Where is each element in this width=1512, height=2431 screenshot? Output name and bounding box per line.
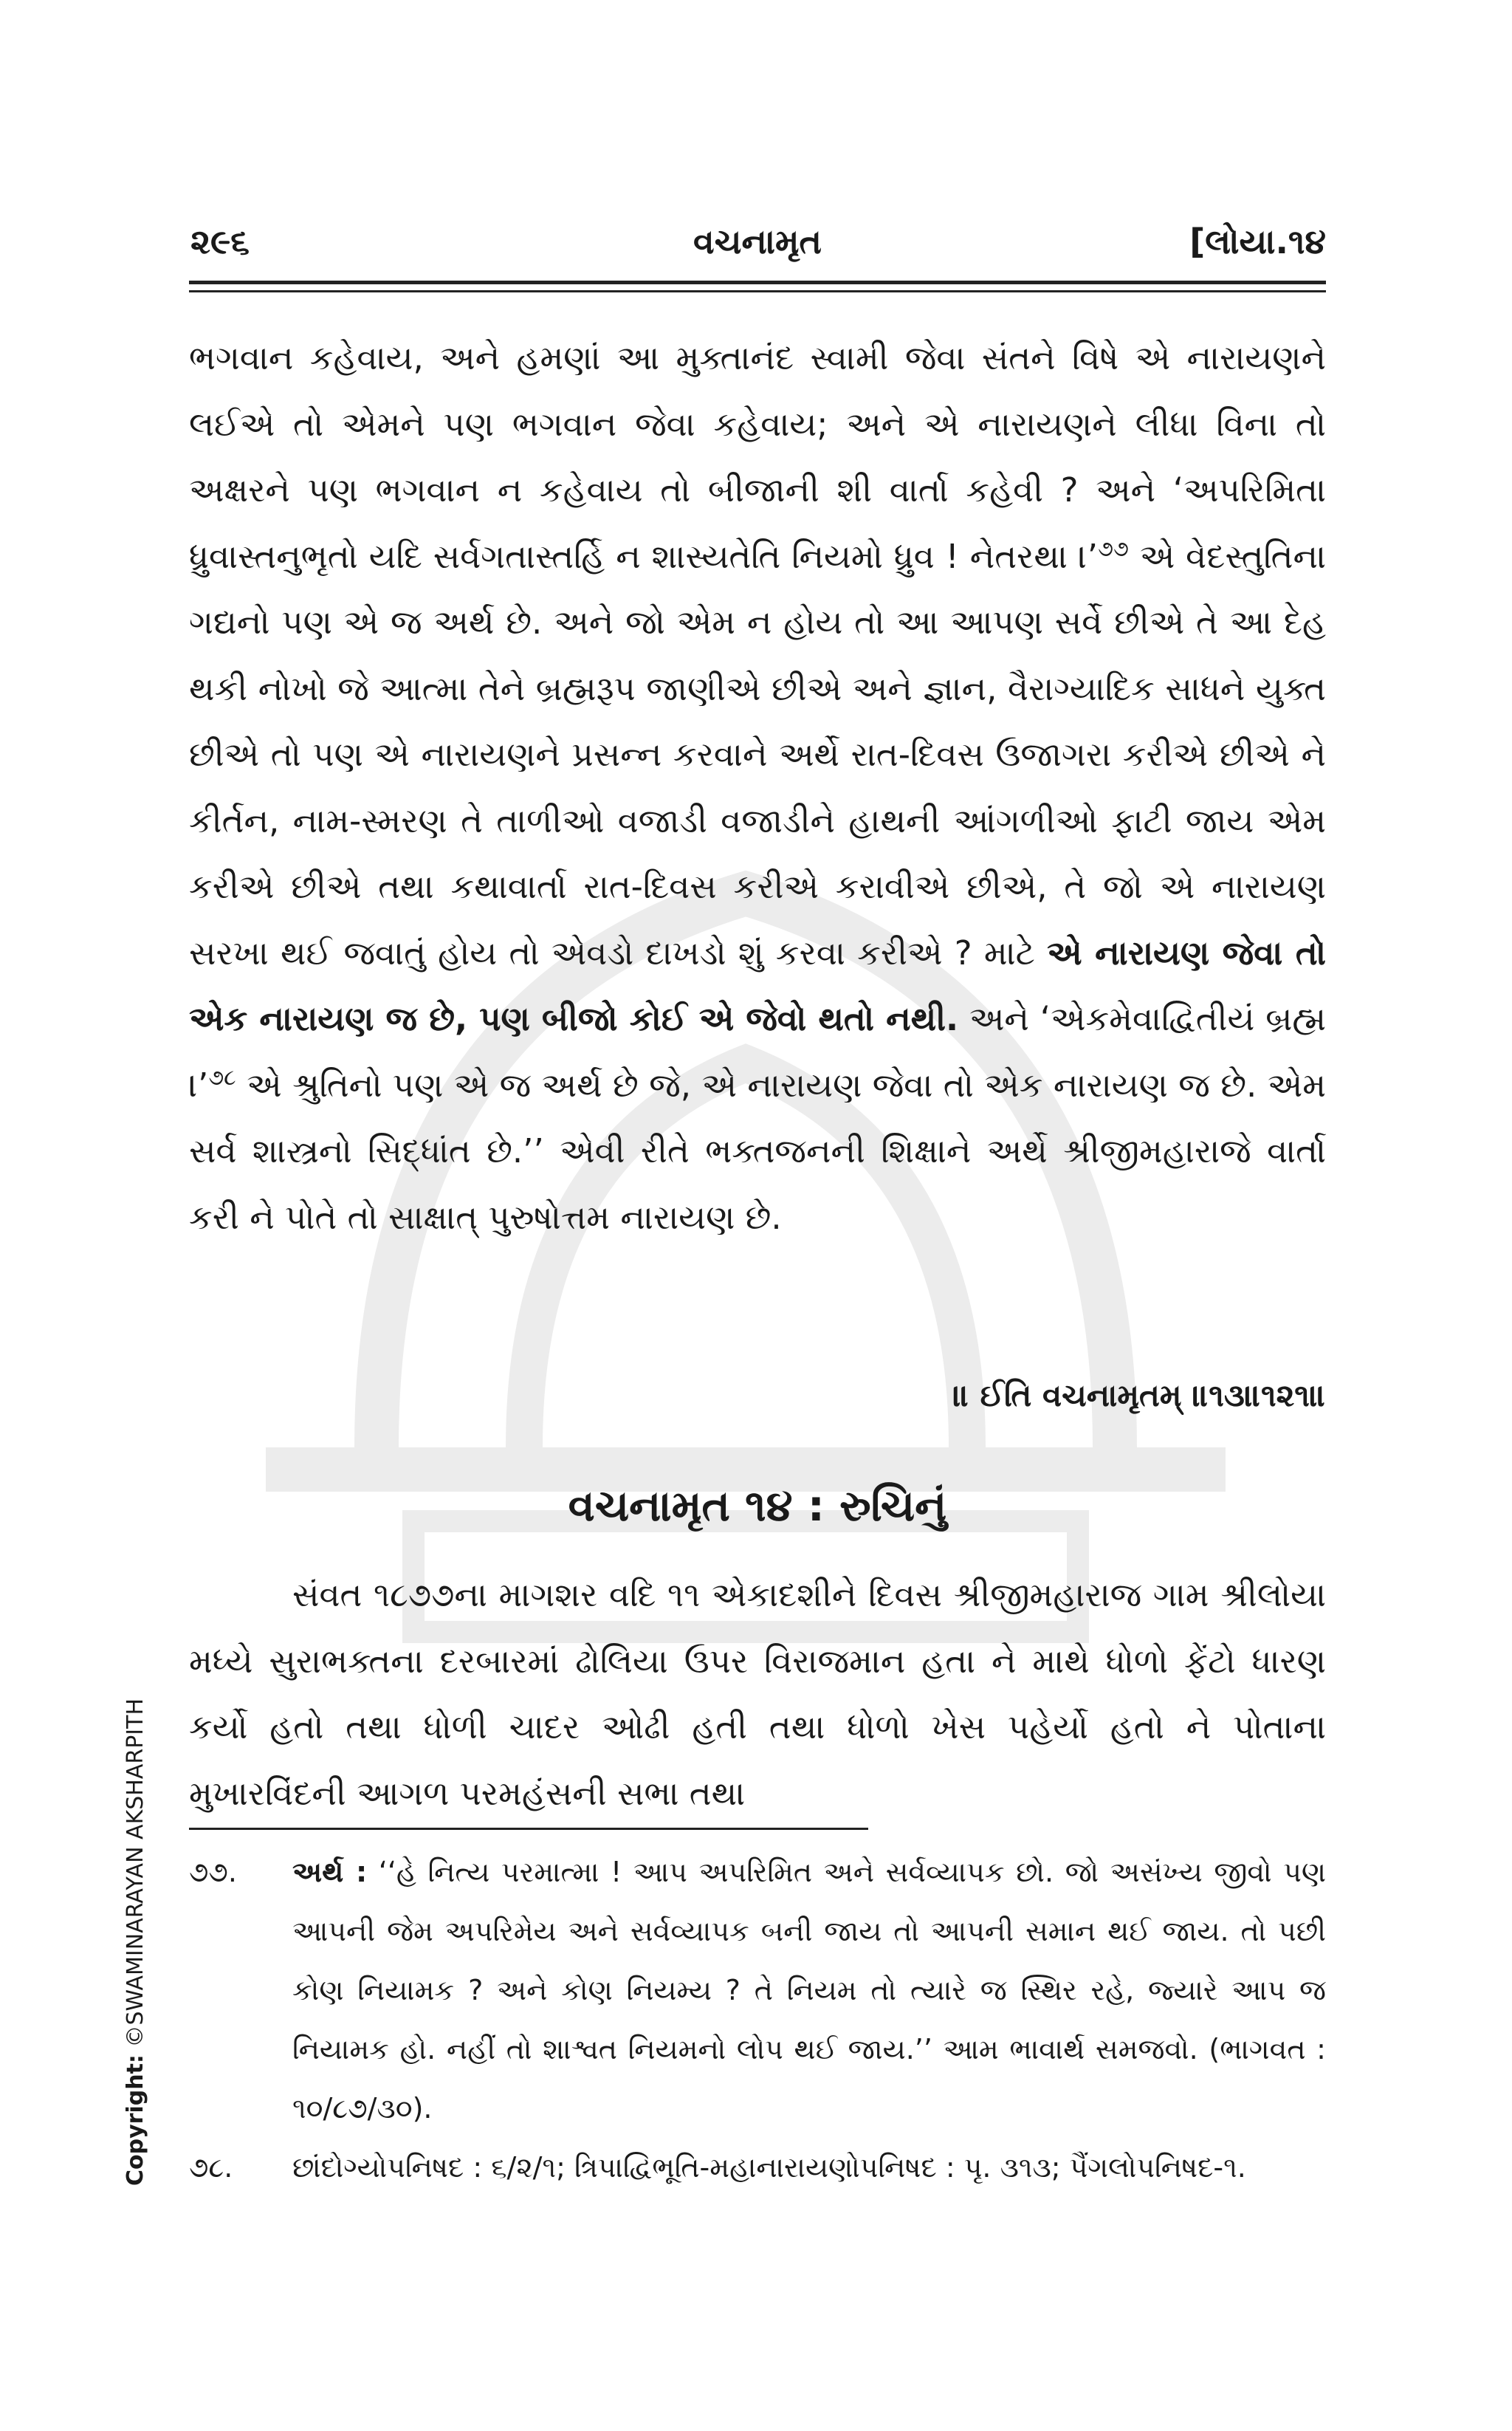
footnote-text (292, 2138, 1326, 2197)
footnote-number: ૭૭. (189, 1856, 237, 1888)
bold-statement: એ નારાયણ જેવા તો એક નારાયણ જ છે, પણ બીજો કોઈ એ જેવો થતો નથી. (189, 933, 1326, 1038)
header-rule-thin (189, 290, 1326, 292)
colophon: ॥ ઈતિ વચનામૃતમ્ ॥૧૩॥૧૨૧॥ (952, 1377, 1326, 1413)
footnote-body: છાંદોગ્યોપનિષદ : ૬/૨/૧; ત્રિપાદ્વિભૂતિ-મહાનારાયણોપનિષદ : પૃ. ૩૧૩; પૈંગલોપનિષદ-૧. (292, 2151, 1246, 2184)
header-rule-thick (189, 281, 1326, 284)
section-reference: [લોયા.૧૪ (1189, 222, 1326, 261)
footnote-text (292, 1842, 1326, 2138)
copyright-label: Copyright: (123, 2054, 148, 2186)
footnote-number: ૭૮. (189, 2151, 233, 2184)
body-text-part-1: ભગવાન કહેવાય, અને હમણાં આ મુક્તાનંદ સ્વામી જેવા સંતને વિષે એ નારાયણને લઈએ તો એમને પણ ભગવાન જેવા કહેવાય; અને એ નારાયણને લીધા વિના તો અક્ષરને પણ ભગવાન ન કહેવાય તો બીજાની શી વાર્તા કહેવી ? અને ‘અપરિમિતા ધ્રુવાસ્તનુભૃતો યદિ સર્વગતાસ્તર્હિ ન શાસ્યતેતિ નિયમો ધ્રુવ ! નેતરથા ।’ (189, 338, 1326, 576)
copyright-text: ©SWAMINARAYAN AKSHARPITH (123, 1698, 148, 2055)
page-header (189, 214, 1326, 266)
footnote-ref-78: ૭૮ (208, 1064, 236, 1091)
body-text-part-3: અને ‘એકમેવાદ્વિતીયં બ્રહ્મ ।’ (189, 999, 1326, 1105)
body-text-part-4: એ શ્રુતિનો પણ એ જ અર્થ છે જે, એ નારાયણ જેવા તો એક નારાયણ જ છે. એમ સર્વ શાસ્ત્રનો સિદ્ધાંત છે.’’ એવી રીતે ભક્તજનની શિક્ષાને અર્થે શ્રીજીમહારાજે વાર્તા કરી ને પોતે તો સાક્ષાત્ પુરુષોત્તમ નારાયણ છે. (189, 1065, 1326, 1237)
body-text-part-2: એ વેદસ્તુતિના ગદ્યનો પણ એ જ અર્થ છે. અને જો એમ ન હોય તો આ આપણ સર્વે છીએ તે આ દેહ થકી નોખો જે આત્મા તેને બ્રહ્મરૂપ જાણીએ છીએ અને જ્ઞાન, વૈરાગ્યાદિક સાધને યુક્ત છીએ તો પણ એ નારાયણને પ્રસન્ન કરવાને અર્થે રાત-દિવસ ઉજાગરા કરીએ છીએ ને કીર્તન, નામ-સ્મરણ તે તાળીઓ વજાડી વજાડીને હાથની આંગળીઓ ફાટી જાય એમ કરીએ છીએ તથા કથાવાર્તા રાત-દિવસ કરીએ કરાવીએ છીએ, તે જો એ નારાયણ સરખા થઈ જવાતું હોય તો એવડો દાખડો શું કરવા કરીએ ? માટે (189, 536, 1326, 973)
section-paragraph (189, 1562, 1326, 1826)
footnotes (189, 1842, 1326, 2197)
footnote-ref-77: ૭૭ (1098, 535, 1129, 562)
running-title: વચનામૃત (693, 222, 822, 261)
footnote-78 (189, 2138, 1326, 2197)
section-title: વચનામૃત ૧૪ : રુચિનું (568, 1481, 947, 1531)
footnote-label: અર્થ : (292, 1856, 368, 1888)
body-paragraph (189, 325, 1326, 1250)
footnote-divider (189, 1828, 868, 1830)
page-number: ૨૯૬ (190, 222, 250, 261)
footnote-77 (189, 1842, 1326, 2138)
copyright-notice (123, 1698, 148, 2186)
footnote-body: ‘‘હે નિત્ય પરમાત્મા ! આપ અપરિમિત અને સર્વવ્યાપક છો. જો અસંખ્ય જીવો પણ આપની જેમ અપરિમેય અને સર્વવ્યાપક બની જાય તો આપની સમાન થઈ જાય. તો પછી કોણ નિયામક ? અને કોણ નિયમ્ય ? તે નિયમ તો ત્યારે જ સ્થિર રહે, જ્યારે આપ જ નિયામક હો. નહીં તો શાશ્વત નિયમનો લોપ થઈ જાય.’’ આમ ભાવાર્થ સમજવો. (ભાગવત : ૧૦/૮૭/૩૦). (292, 1856, 1326, 2125)
section-paragraph-text: સંવત ૧૮૭૭ના માગશર વદિ ૧૧ એકાદશીને દિવસ શ્રીજીમહારાજ ગામ શ્રીલોયા મધ્યે સુરાભક્તના દરબારમાં ઢોલિયા ઉપર વિરાજમાન હતા ને માથે ધોળો ફેંટો ધારણ કર્યો હતો તથા ધોળી ચાદર ઓઢી હતી તથા ધોળો ખેસ પહેર્યો હતો ને પોતાના મુખારવિંદની આગળ પરમહંસની સભા તથા (189, 1575, 1326, 1813)
